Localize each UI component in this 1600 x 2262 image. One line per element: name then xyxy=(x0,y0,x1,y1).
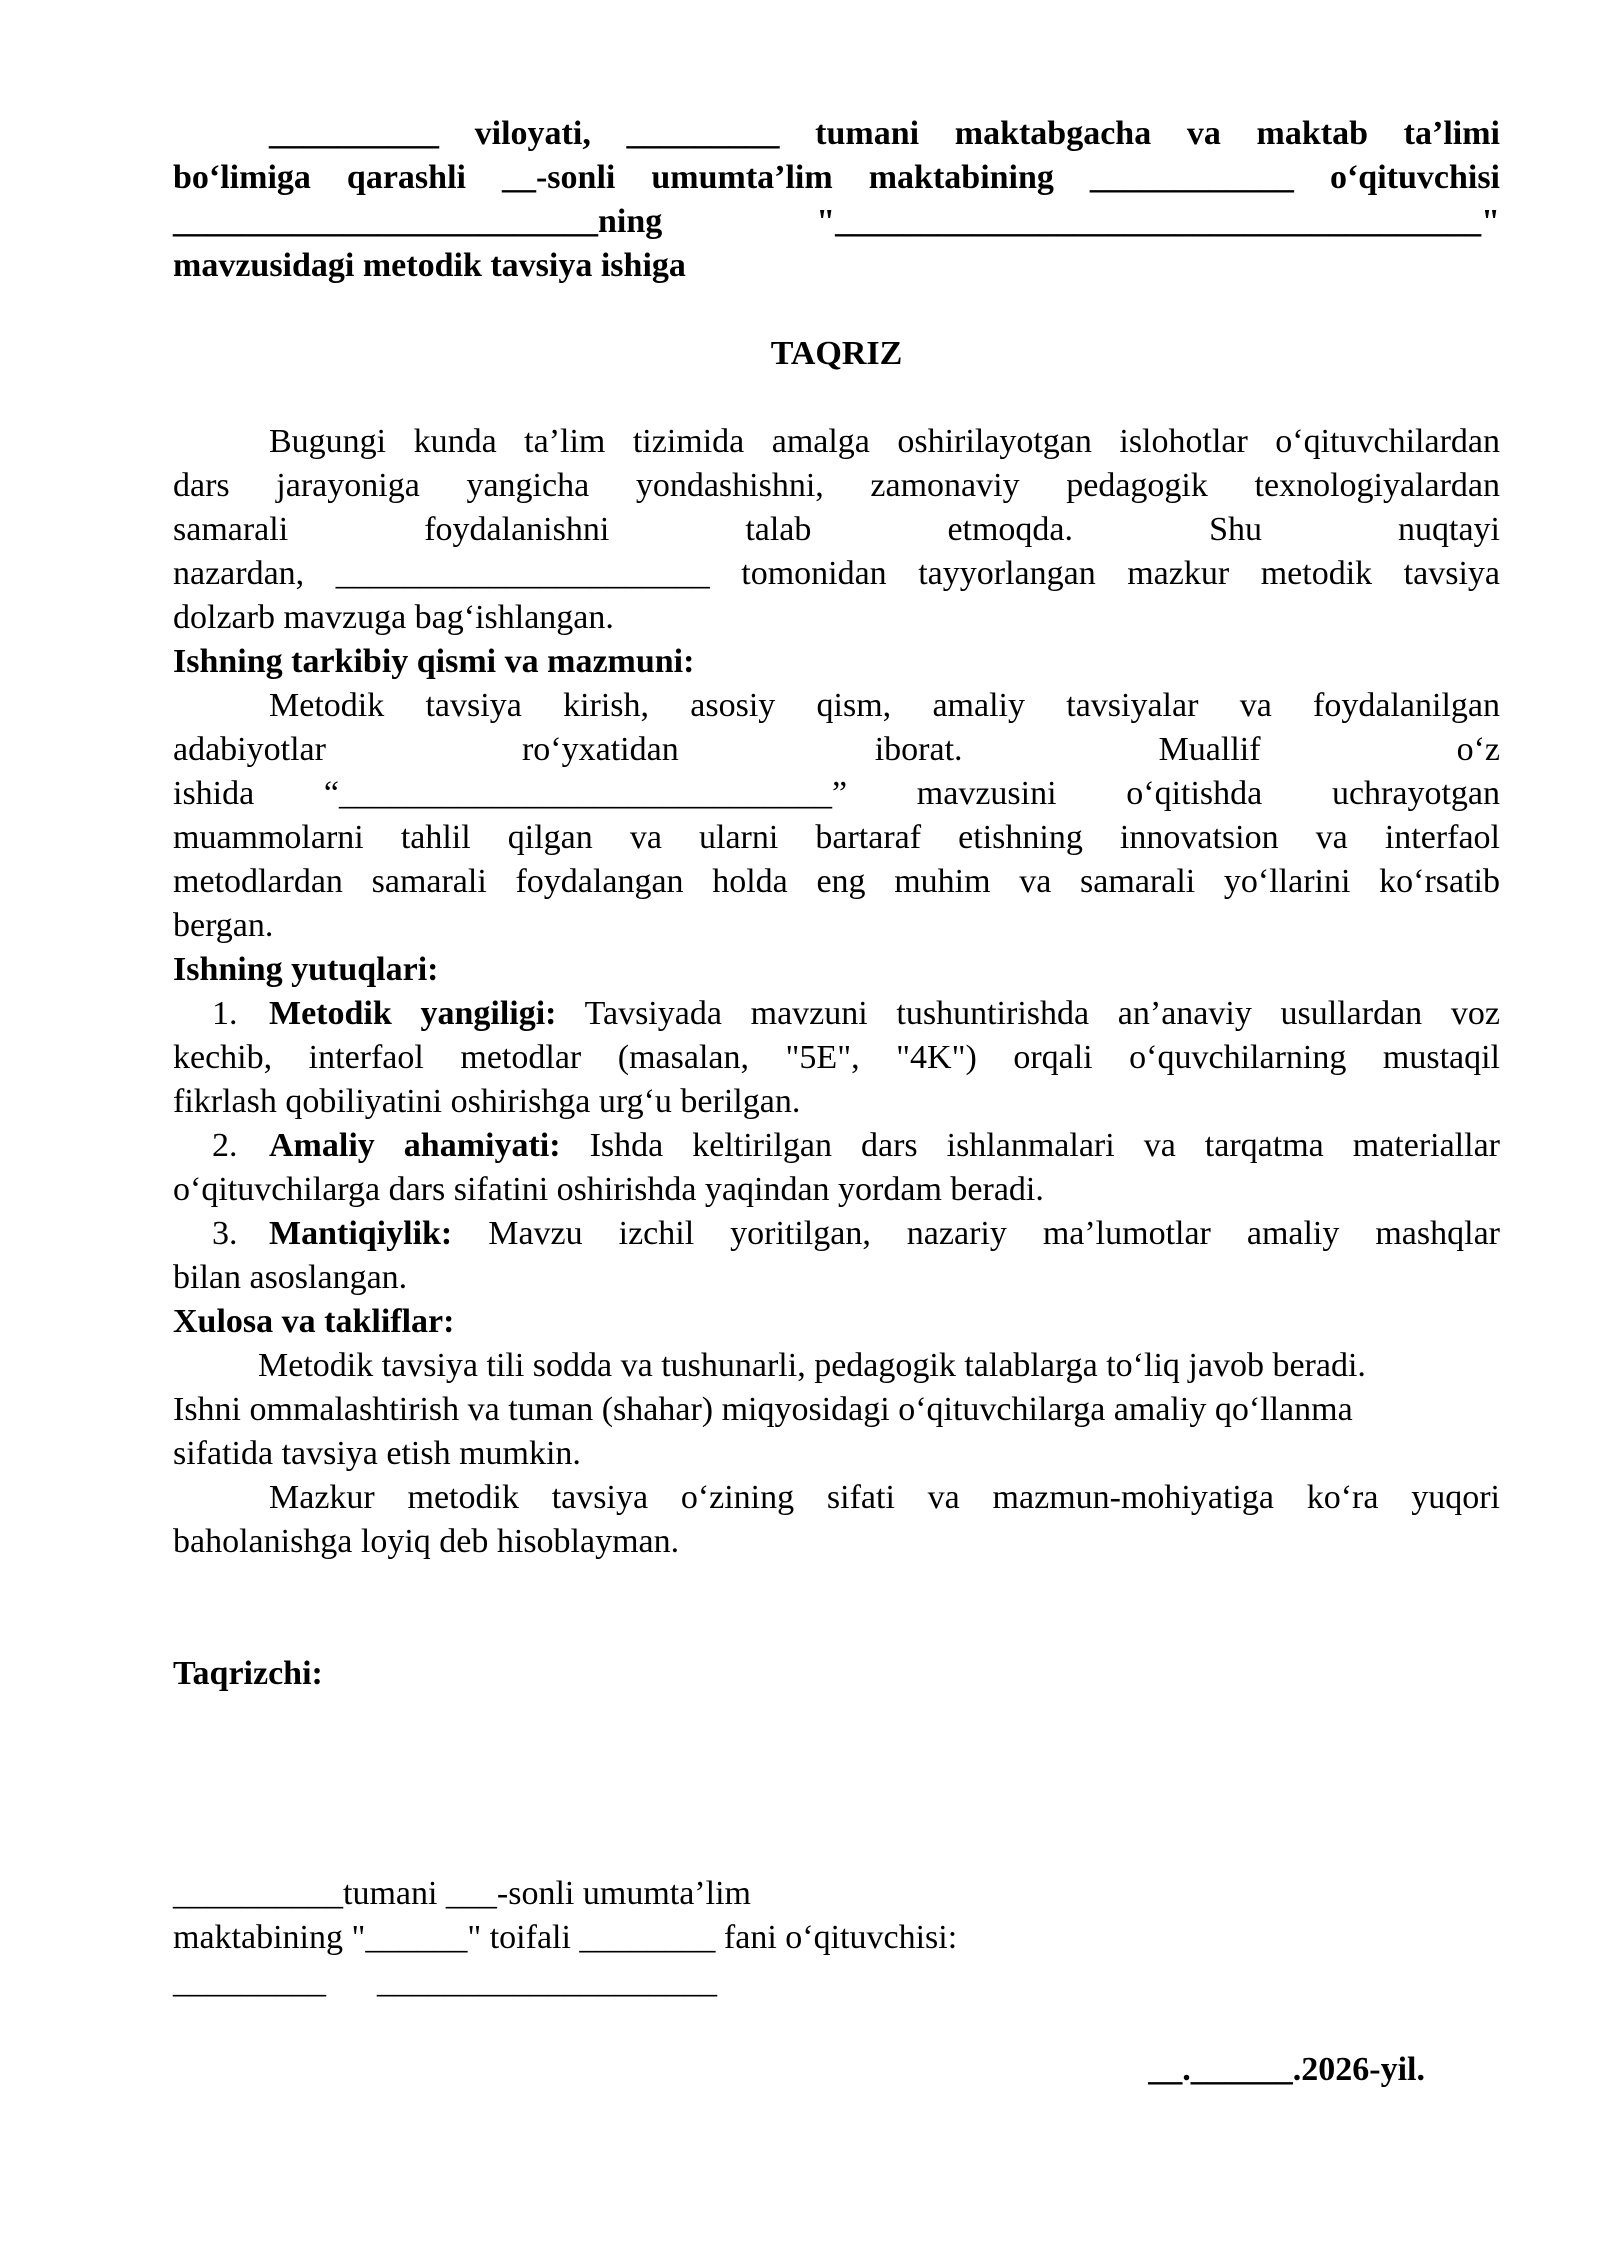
section-structure xyxy=(173,640,1500,948)
list-item-line-1 xyxy=(173,1212,1500,1256)
section-structure-line-2: adabiyotlar ro‘yxatidan iborat. Muallif o‘z xyxy=(173,731,1500,768)
document-content xyxy=(173,112,1500,2092)
section-structure-line-3: ishida “_____________________________” mavzusini o‘qitishda uchrayotgan xyxy=(173,775,1500,812)
signature-block xyxy=(173,1652,1500,2004)
conclusion-p2-line-1: Mazkur metodik tavsiya o‘zining sifati va mazmun-mohiyatiga ko‘ra yuqori xyxy=(269,1479,1500,1516)
intro-line-2: dars jarayoniga yangicha yondashishni, zamonaviy pedagogik texnologiyalardan xyxy=(173,467,1500,504)
intro-line-4: nazardan, ______________________ tomonidan tayyorlangan mazkur metodik tavsiya xyxy=(173,555,1500,592)
section-conclusion xyxy=(173,1300,1500,1564)
list-item-label: Mantiqiylik: xyxy=(269,1215,453,1252)
list-item-line-2: kechib, interfaol metodlar (masalan, "5E", "4K") orqali o‘quvchilarning mustaqil xyxy=(173,1039,1500,1076)
header-line-1: __________ viloyati, _________ tumani maktabgacha va maktab ta’limi xyxy=(269,115,1500,152)
document-date: __.______.2026-yil. xyxy=(1148,2051,1425,2088)
intro-line-1: Bugungi kunda ta’lim tizimida amalga oshirilayotgan islohotlar o‘qituvchilardan xyxy=(269,423,1500,460)
list-item-line-1 xyxy=(173,992,1500,1036)
section-structure-heading: Ishning tarkibiy qismi va mazmuni: xyxy=(173,643,695,680)
document-title: TAQRIZ xyxy=(770,335,903,372)
intro-paragraph xyxy=(173,420,1500,640)
header-line-3: _________________________ning "______________________________________" xyxy=(173,203,1500,240)
section-conclusion-heading: Xulosa va takliflar: xyxy=(173,1303,455,1340)
list-item xyxy=(173,992,1500,1124)
list-item-label: Metodik yangiligi: xyxy=(269,995,557,1032)
header-line-4: mavzusidagi metodik tavsiya ishiga xyxy=(173,247,686,284)
conclusion-p2-line-2: baholanishga loyiq deb hisoblayman. xyxy=(173,1523,680,1560)
spacer xyxy=(173,1696,1500,1872)
section-structure-line-1: Metodik tavsiya kirish, asosiy qism, amaliy tavsiyalar va foydalanilgan xyxy=(269,687,1500,724)
conclusion-p1-line-1: Metodik tavsiya tili sodda va tushunarli, pedagogik talablarga to‘liq javob beradi. xyxy=(258,1347,1366,1384)
list-item-line-1 xyxy=(173,1124,1500,1168)
header-line-2: bo‘limiga qarashli __-sonli umumta’lim maktabining ____________ o‘qituvchisi xyxy=(173,159,1500,196)
list-item-text: Mavzu izchil yoritilgan, nazariy ma’lumotlar amaliy mashqlar xyxy=(452,1215,1500,1252)
list-item-number: 2. xyxy=(212,1127,238,1164)
list-item-line-2: o‘qituvchilarga dars sifatini oshirishda yaqindan yordam beradi. xyxy=(173,1171,1044,1208)
list-item xyxy=(173,1212,1500,1300)
spacer xyxy=(173,1564,1500,1652)
section-structure-line-5: metodlardan samarali foydalangan holda eng muhim va samarali yo‘llarini ko‘rsatib xyxy=(173,863,1500,900)
conclusion-p1-line-3: sifatida tavsiya etish mumkin. xyxy=(173,1435,581,1472)
list-item-number: 3. xyxy=(212,1215,238,1252)
section-achievements xyxy=(173,948,1500,1300)
list-item-label: Amaliy ahamiyati: xyxy=(269,1127,561,1164)
intro-line-3: samarali foydalanishni talab etmoqda. Shu nuqtayi xyxy=(173,511,1500,548)
list-item-line-2: bilan asoslangan. xyxy=(173,1259,408,1296)
section-achievements-heading: Ishning yutuqlari: xyxy=(173,951,439,988)
reviewer-line-1: __________tumani ___-sonli umumta’lim xyxy=(173,1875,751,1912)
list-item-text: Tavsiyada mavzuni tushuntirishda an’anaviy usullardan voz xyxy=(556,995,1500,1032)
list-item-number: 1. xyxy=(212,995,238,1032)
document-header xyxy=(173,112,1500,288)
section-structure-line-6: bergan. xyxy=(173,907,274,944)
section-structure-line-4: muammolarni tahlil qilgan va ularni bartaraf etishning innovatsion va interfaol xyxy=(173,819,1500,856)
reviewer-line-3: _________ ____________________ xyxy=(173,1963,717,2000)
list-item-text: Ishda keltirilgan dars ishlanmalari va tarqatma materiallar xyxy=(560,1127,1500,1164)
list-item xyxy=(173,1124,1500,1212)
list-item-line-3: fikrlash qobiliyatini oshirishga urg‘u berilgan. xyxy=(173,1083,801,1120)
conclusion-p1-line-2: Ishni ommalashtirish va tuman (shahar) miqyosidagi o‘qituvchilarga amaliy qo‘llanma xyxy=(173,1391,1353,1428)
intro-line-5: dolzarb mavzuga bag‘ishlangan. xyxy=(173,599,614,636)
reviewer-label: Taqrizchi: xyxy=(173,1655,323,1692)
reviewer-line-2: maktabining "______" toifali ________ fani o‘qituvchisi: xyxy=(173,1919,958,1956)
